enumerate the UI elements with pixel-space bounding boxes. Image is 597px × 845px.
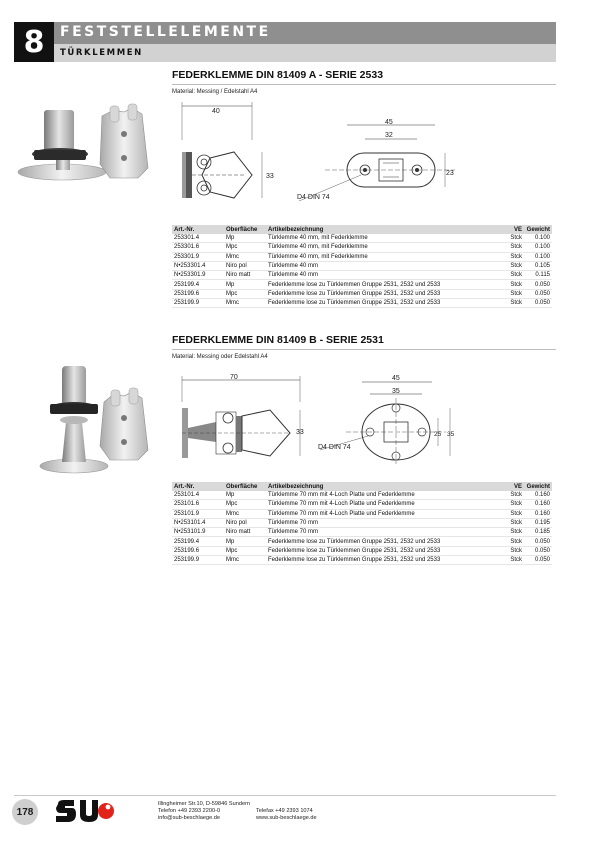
cell-unit: Stck <box>502 546 524 555</box>
table-row <box>172 537 552 546</box>
cell-unit: Stck <box>502 261 524 270</box>
table-row <box>172 299 552 308</box>
cell-weight: 0.050 <box>524 280 552 289</box>
cell-weight: 0.050 <box>524 556 552 565</box>
cell-weight: 0.160 <box>524 500 552 509</box>
cell-surface: Mmc <box>224 299 266 308</box>
cell-desc: Federklemme lose zu Türklemmen Gruppe 2531, 2532 und 2533 <box>266 289 502 298</box>
table-header-row <box>172 482 552 491</box>
cell-art: 253199.9 <box>172 556 224 565</box>
cell-unit: Stck <box>502 491 524 500</box>
cell-weight: 0.185 <box>524 528 552 537</box>
table-row <box>172 528 552 537</box>
cell-art: 253199.4 <box>172 537 224 546</box>
cell-unit: Stck <box>502 500 524 509</box>
table-row <box>172 500 552 509</box>
cell-art: 253101.9 <box>172 509 224 518</box>
cell-weight: 0.100 <box>524 243 552 252</box>
col-surface: Oberfläche <box>224 225 266 234</box>
table-row <box>172 518 552 527</box>
footer-address: Illingheimer Str.10, D-59846 Sundern <box>158 801 251 807</box>
col-unit: VE <box>502 482 524 491</box>
chapter-number: 8 <box>14 22 54 62</box>
product-table-a <box>172 225 552 308</box>
cell-unit: Stck <box>502 528 524 537</box>
table-row <box>172 289 552 298</box>
cell-art: N•253301.9 <box>172 271 224 280</box>
cell-surface: Niro matt <box>224 528 266 537</box>
drawing-a-top <box>295 115 465 205</box>
cell-art: 253301.4 <box>172 234 224 243</box>
page-number: 178 <box>12 799 38 825</box>
cell-weight: 0.115 <box>524 271 552 280</box>
product-photo-b <box>14 362 164 474</box>
cell-art: N•253101.4 <box>172 518 224 527</box>
page-subtitle: TÜRKLEMMEN <box>60 48 143 58</box>
cell-weight: 0.160 <box>524 509 552 518</box>
cell-desc: Federklemme lose zu Türklemmen Gruppe 2531, 2532 und 2533 <box>266 556 502 565</box>
cell-art: N•253301.4 <box>172 261 224 270</box>
cell-surface: Mpc <box>224 546 266 555</box>
cell-unit: Stck <box>502 289 524 298</box>
dim-a-height: 33 <box>266 173 274 180</box>
col-art-nr: Art.-Nr. <box>172 482 224 491</box>
cell-desc: Federklemme lose zu Türklemmen Gruppe 2531, 2532 und 2533 <box>266 546 502 555</box>
cell-art: 253199.9 <box>172 299 224 308</box>
cell-surface: Mpc <box>224 243 266 252</box>
dim-b-holev: 25 <box>434 431 442 438</box>
cell-desc: Türklemme 70 mm mit 4-Loch Platte und Federklemme <box>266 491 502 500</box>
section-a-rule <box>172 84 556 85</box>
cell-unit: Stck <box>502 252 524 261</box>
cell-surface: Mp <box>224 491 266 500</box>
cell-weight: 0.195 <box>524 518 552 527</box>
table-row <box>172 509 552 518</box>
cell-weight: 0.105 <box>524 261 552 270</box>
table-row <box>172 280 552 289</box>
col-unit: VE <box>502 225 524 234</box>
cell-surface: Mp <box>224 280 266 289</box>
section-b-title: FEDERKLEMME DIN 81409 B - SERIE 2531 <box>172 334 384 346</box>
cell-weight: 0.160 <box>524 491 552 500</box>
table-row <box>172 556 552 565</box>
cell-desc: Türklemme 70 mm <box>266 528 502 537</box>
table-row <box>172 491 552 500</box>
cell-weight: 0.100 <box>524 234 552 243</box>
table-header-row <box>172 225 552 234</box>
cell-unit: Stck <box>502 518 524 527</box>
cell-surface: Niro matt <box>224 271 266 280</box>
cell-unit: Stck <box>502 234 524 243</box>
cell-surface: Mp <box>224 537 266 546</box>
cell-art: 253199.4 <box>172 280 224 289</box>
dim-b-platelen: 45 <box>392 375 400 382</box>
dim-b-platev: 35 <box>447 431 455 438</box>
col-description: Artikelbezeichnung <box>266 482 502 491</box>
table-row <box>172 234 552 243</box>
cell-weight: 0.050 <box>524 546 552 555</box>
cell-desc: Federklemme lose zu Türklemmen Gruppe 2531, 2532 und 2533 <box>266 299 502 308</box>
cell-art: 253101.6 <box>172 500 224 509</box>
section-a-material: Material: Messing / Edelstahl A4 <box>172 89 258 95</box>
dim-b-holedist: 35 <box>392 388 400 395</box>
cell-surface: Mpc <box>224 289 266 298</box>
table-row <box>172 271 552 280</box>
drawing-b-top <box>316 372 466 464</box>
dim-b-width: 70 <box>230 374 238 381</box>
dim-a-width: 40 <box>212 108 220 115</box>
cell-desc: Türklemme 70 mm mit 4-Loch Platte und Federklemme <box>266 500 502 509</box>
cell-surface: Mmc <box>224 509 266 518</box>
product-table-b <box>172 482 552 565</box>
cell-unit: Stck <box>502 243 524 252</box>
cell-unit: Stck <box>502 556 524 565</box>
table-row <box>172 243 552 252</box>
page-title: FESTSTELLELEMENTE <box>60 24 271 40</box>
footer-phone: Telefon +49 2393 2200-0 <box>158 808 221 814</box>
cell-art: N•253101.9 <box>172 528 224 537</box>
cell-weight: 0.050 <box>524 299 552 308</box>
cell-desc: Türklemme 40 mm <box>266 271 502 280</box>
col-surface: Oberfläche <box>224 482 266 491</box>
cell-desc: Federklemme lose zu Türklemmen Gruppe 2531, 2532 und 2533 <box>266 537 502 546</box>
cell-weight: 0.050 <box>524 289 552 298</box>
sub-logo <box>54 798 116 824</box>
cell-surface: Niro pol <box>224 518 266 527</box>
product-photo-a <box>14 100 164 190</box>
cell-desc: Türklemme 40 mm <box>266 261 502 270</box>
footer-fax: Telefax +49 2393 1074 <box>256 808 313 814</box>
cell-unit: Stck <box>502 280 524 289</box>
table-row <box>172 261 552 270</box>
cell-art: 253301.6 <box>172 243 224 252</box>
table-row <box>172 546 552 555</box>
cell-unit: Stck <box>502 271 524 280</box>
dim-a-holedist: 32 <box>385 132 393 139</box>
dim-b-height: 33 <box>296 429 304 436</box>
cell-desc: Türklemme 40 mm, mit Federklemme <box>266 252 502 261</box>
cell-desc: Türklemme 40 mm, mit Federklemme <box>266 243 502 252</box>
footer-website[interactable]: www.sub-beschlaege.de <box>256 815 317 821</box>
dim-a-platelen: 45 <box>385 119 393 126</box>
cell-surface: Niro pol <box>224 261 266 270</box>
table-row <box>172 252 552 261</box>
cell-surface: Mmc <box>224 252 266 261</box>
cell-art: 253199.6 <box>172 546 224 555</box>
cell-surface: Mp <box>224 234 266 243</box>
cell-art: 253199.6 <box>172 289 224 298</box>
cell-weight: 0.100 <box>524 252 552 261</box>
cell-unit: Stck <box>502 509 524 518</box>
footer-email[interactable]: info@sub-beschlaege.de <box>158 815 220 821</box>
cell-desc: Türklemme 40 mm, mit Federklemme <box>266 234 502 243</box>
col-weight: Gewicht <box>524 225 552 234</box>
col-description: Artikelbezeichnung <box>266 225 502 234</box>
dim-b-screw: D4 DIN 74 <box>318 444 351 451</box>
footer-rule <box>14 795 556 796</box>
cell-desc: Federklemme lose zu Türklemmen Gruppe 2531, 2532 und 2533 <box>266 280 502 289</box>
cell-surface: Mpc <box>224 500 266 509</box>
dim-a-plateh: 23 <box>446 170 454 177</box>
col-art-nr: Art.-Nr. <box>172 225 224 234</box>
cell-surface: Mmc <box>224 556 266 565</box>
drawing-b-side <box>172 372 312 472</box>
section-a-title: FEDERKLEMME DIN 81409 A - SERIE 2533 <box>172 69 384 81</box>
cell-desc: Türklemme 70 mm mit 4-Loch Platte und Federklemme <box>266 509 502 518</box>
cell-desc: Türklemme 70 mm <box>266 518 502 527</box>
cell-weight: 0.050 <box>524 537 552 546</box>
cell-unit: Stck <box>502 537 524 546</box>
drawing-a-side <box>172 100 302 200</box>
cell-art: 253101.4 <box>172 491 224 500</box>
section-b-material: Material: Messing oder Edelstahl A4 <box>172 354 268 360</box>
col-weight: Gewicht <box>524 482 552 491</box>
cell-unit: Stck <box>502 299 524 308</box>
section-b-rule <box>172 349 556 350</box>
dim-a-screw: D4 DIN 74 <box>297 194 330 201</box>
cell-art: 253301.9 <box>172 252 224 261</box>
